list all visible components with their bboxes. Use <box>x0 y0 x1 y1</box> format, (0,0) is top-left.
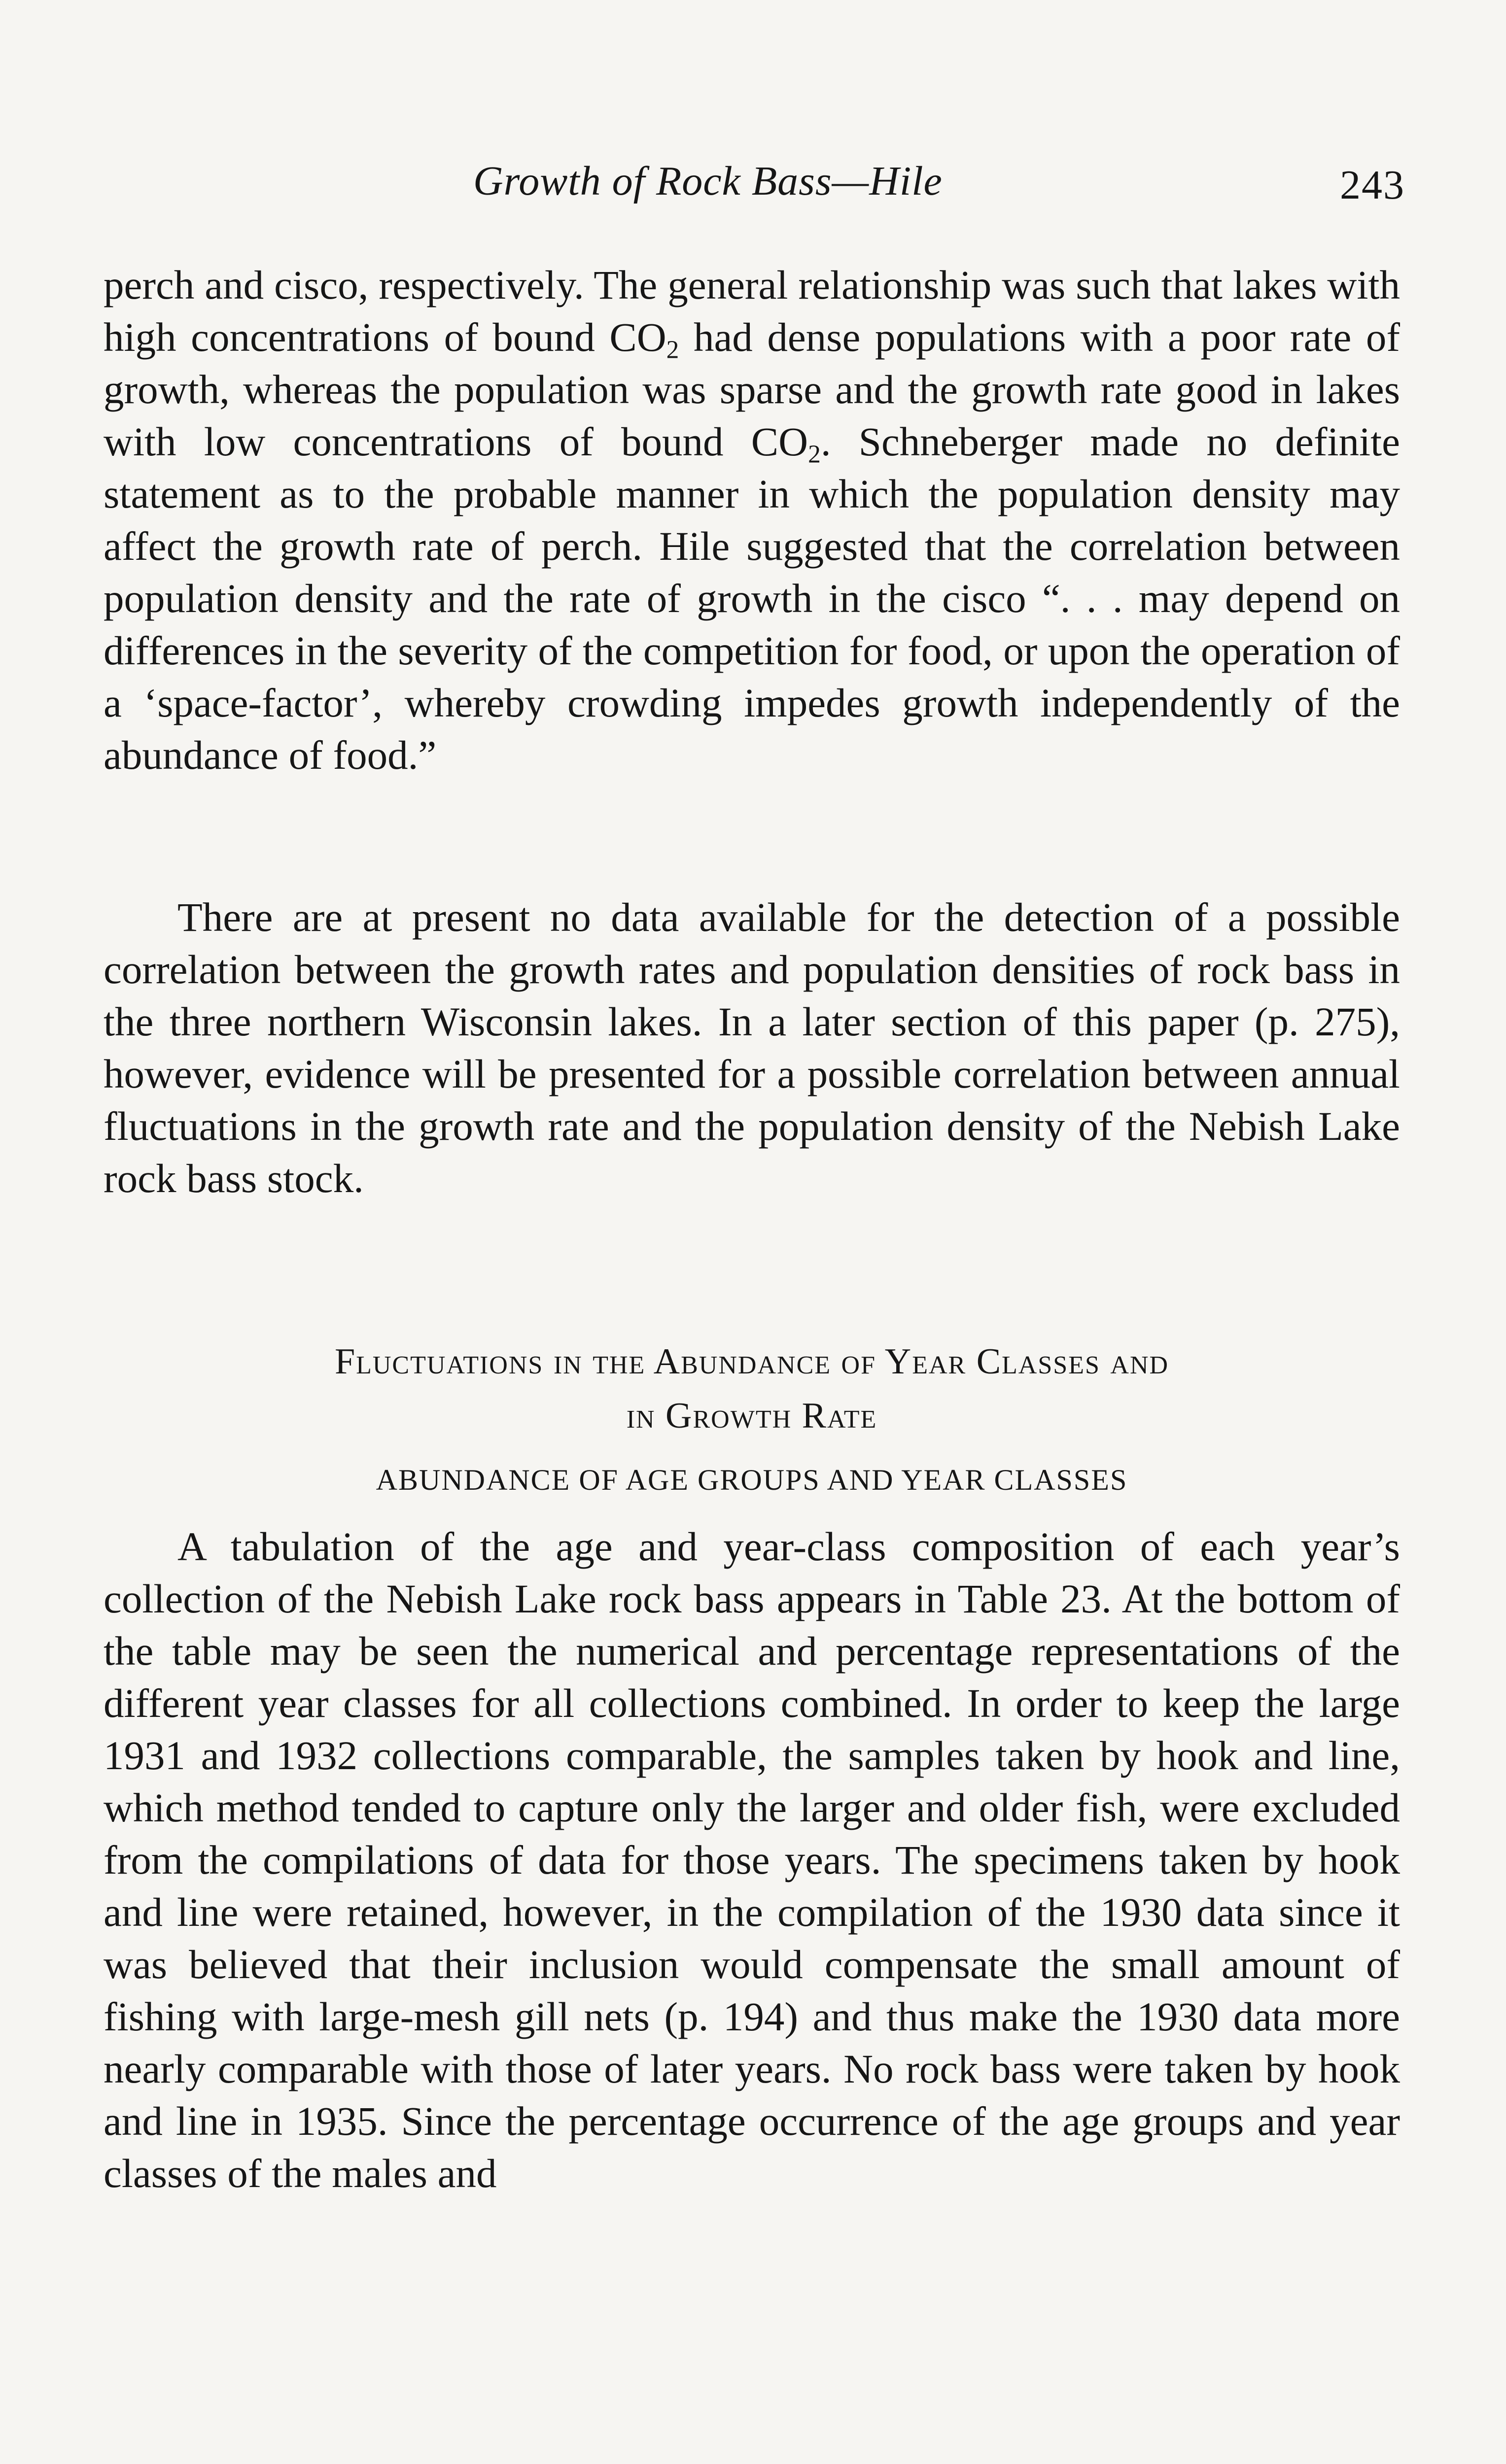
running-head <box>104 157 1405 216</box>
section-heading <box>104 1335 1400 1443</box>
paragraph-1 <box>104 259 1400 781</box>
page-number: 243 <box>1340 162 1405 208</box>
co2-subscript: 2 <box>808 440 821 469</box>
paragraph-2: There are at present no data available for the detection of a possible correlation between the growth rates and population densities of rock bass in the three northern Wisconsin lakes. In a later section of this paper (p. 275), however, evidence will be presented for a possible correlation between annual fluctuations in the growth rate and the population density of the Nebish Lake rock bass stock. <box>104 894 1400 1201</box>
section-heading-line-1: Fluctuations in the Abundance of Year Classes and <box>334 1341 1169 1382</box>
paragraph-1-part-c: . Schneberger made no definite statement as to the probable manner in which the population density may affect the growth rate of perch. Hile suggested that the correlation between population density and the rate of growth in the cisco “. . . may depend on differences in the severity of the competition for food, or upon the operation of a ‘space-factor’, whereby crowding impedes growth independently of the abundance of food.” <box>104 419 1400 778</box>
paragraph-3: A tabulation of the age and year-class composition of each year’s collection of the Nebish Lake rock bass appears in Table 23. At the bottom of the table may be seen the numerical and percentage representations of the different year classes for all collections combined. In order to keep the large 1931 and 1932 collections comparable, the samples taken by hook and line, which method tended to capture only the larger and older fish, were excluded from the compilations of data for those years. The specimens taken by hook and line were retained, however, in the compilation of the 1930 data since it was believed that their inclusion would compensate the small amount of fishing with large-mesh gill nets (p. 194) and thus make the 1930 data more nearly comparable with those of later years. No rock bass were taken by hook and line in 1935. Since the percentage occurrence of the age groups and year classes of the males and <box>104 1524 1400 2196</box>
running-title: Growth of Rock Bass—Hile <box>473 158 943 204</box>
co2-subscript: 2 <box>666 336 679 364</box>
paragraph-1-part-b: had dense populations with a poor rate of growth, whereas the population was sparse and the growth rate good in lakes with low concentrations of bound CO <box>104 314 1400 464</box>
paragraph-1-part-a: perch and cisco, respectively. The general relationship was such that lakes with high concentrations of bound CO <box>104 262 1400 360</box>
section-heading-line-2: in Growth Rate <box>626 1396 877 1436</box>
subheading: ABUNDANCE OF AGE GROUPS AND YEAR CLASSES <box>376 1464 1128 1496</box>
